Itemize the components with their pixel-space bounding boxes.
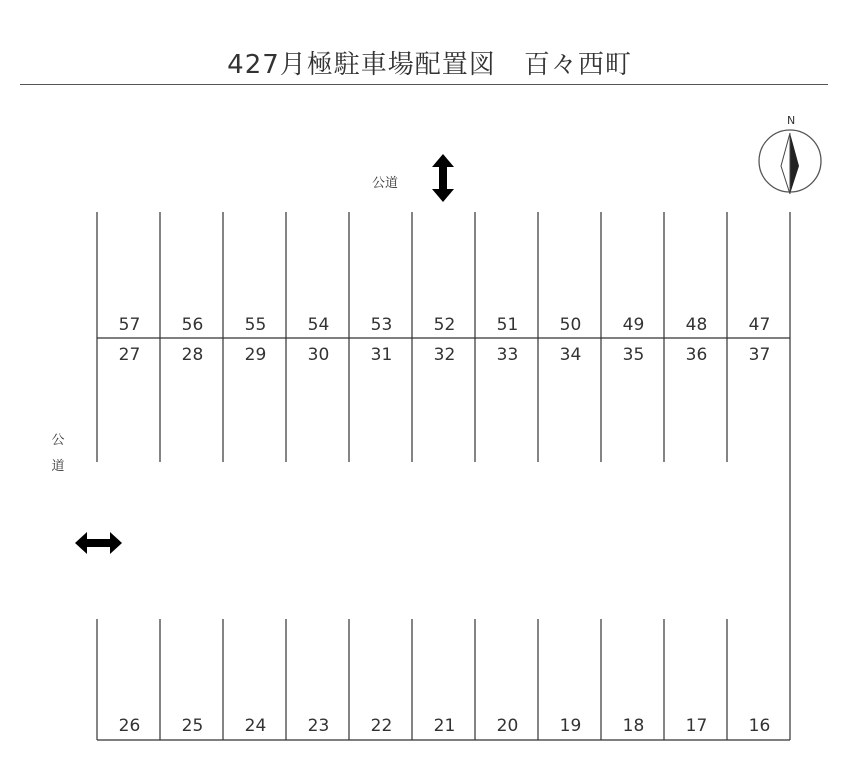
title-main: 427月極駐車場配置図 <box>227 50 496 80</box>
parking-space-number: 22 <box>370 716 393 736</box>
parking-grid-lines <box>97 212 790 740</box>
road-label-top: 公道 <box>372 176 399 191</box>
parking-space-number: 23 <box>307 716 330 736</box>
parking-space-number: 57 <box>118 315 141 335</box>
title-area: 百々西町 <box>523 50 632 80</box>
parking-space-number: 31 <box>370 345 393 365</box>
parking-space-number: 35 <box>622 345 645 365</box>
parking-space-number: 27 <box>118 345 141 365</box>
parking-space-number: 48 <box>685 315 708 335</box>
parking-space-number: 19 <box>559 716 582 736</box>
parking-space-number: 56 <box>181 315 204 335</box>
parking-space-number: 16 <box>748 716 771 736</box>
horizontal-double-arrow-icon <box>75 532 122 554</box>
parking-space-number: 24 <box>244 716 267 736</box>
parking-space-number: 21 <box>433 716 456 736</box>
parking-space-number: 25 <box>181 716 204 736</box>
road-label-left-char: 道 <box>51 459 65 474</box>
parking-space-number: 29 <box>244 345 267 365</box>
road-label-left-char: 公 <box>51 433 65 448</box>
parking-space-number: 17 <box>685 716 708 736</box>
parking-space-number: 37 <box>748 345 771 365</box>
compass-north-icon <box>759 114 821 194</box>
parking-space-number: 53 <box>370 315 393 335</box>
parking-space-number: 36 <box>685 345 708 365</box>
parking-space-number: 55 <box>244 315 267 335</box>
parking-space-number: 50 <box>559 315 582 335</box>
parking-space-number: 26 <box>118 716 141 736</box>
space-number-labels <box>119 315 771 736</box>
vertical-double-arrow-icon <box>432 154 454 202</box>
parking-space-number: 20 <box>496 716 519 736</box>
parking-space-number: 28 <box>181 345 204 365</box>
parking-space-number: 32 <box>433 345 456 365</box>
road-label-left <box>50 428 66 480</box>
parking-space-number: 52 <box>433 315 456 335</box>
parking-space-number: 51 <box>496 315 519 335</box>
parking-space-number: 54 <box>307 315 330 335</box>
compass-label: N <box>787 114 796 127</box>
parking-space-number: 47 <box>748 315 771 335</box>
parking-space-number: 18 <box>622 716 645 736</box>
parking-space-number: 33 <box>496 345 519 365</box>
parking-space-number: 34 <box>559 345 582 365</box>
parking-space-number: 30 <box>307 345 330 365</box>
parking-space-number: 49 <box>622 315 645 335</box>
